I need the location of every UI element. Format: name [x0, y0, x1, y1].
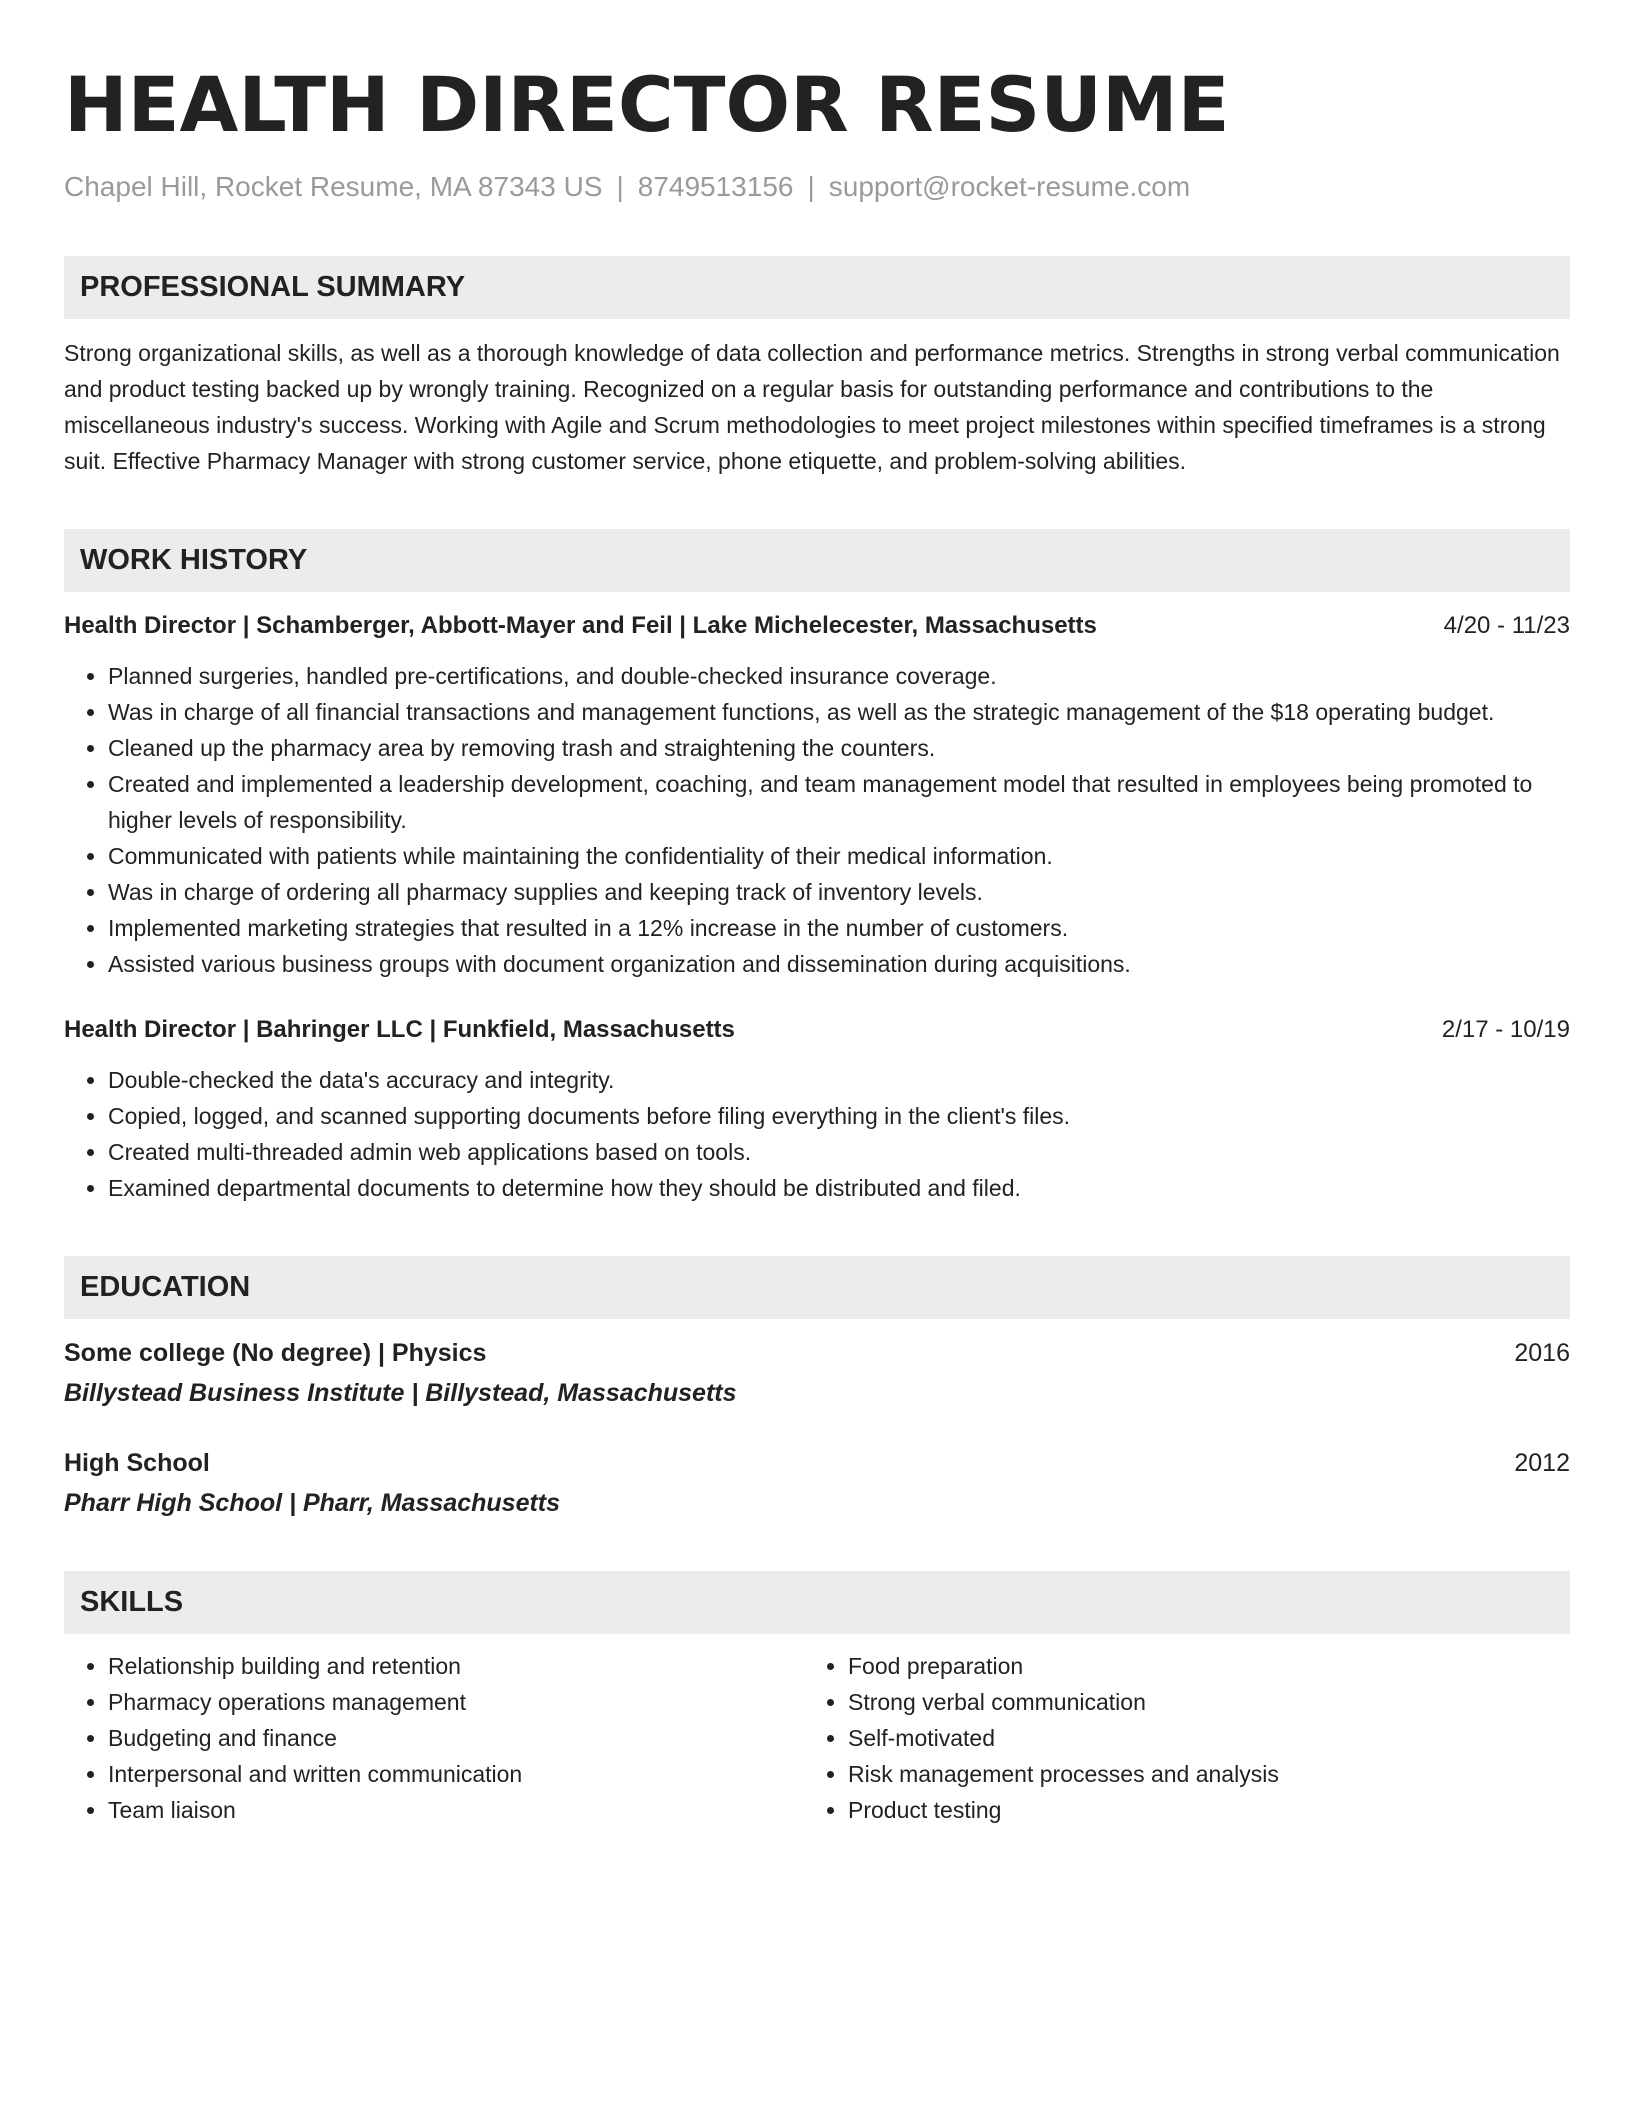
education-school: Pharr High School | Pharr, Massachusetts — [64, 1489, 561, 1517]
job-bullet: • Examined departmental documents to determine how they should be distributed and filed. — [108, 1170, 1570, 1206]
job-title: Health Director | Schamberger, Abbott-Mayer and Feil | Lake Michelecester, Massachusetts — [64, 612, 1097, 639]
job-bullets — [64, 658, 1570, 982]
job-bullet: • Double-checked the data's accuracy and integrity. — [108, 1062, 1570, 1098]
education-entry — [64, 1445, 1570, 1521]
job-bullet: • Communicated with patients while maintaining the confidentiality of their medical information. — [108, 838, 1570, 874]
contact-separator: | — [616, 171, 624, 202]
job-bullet: • Created multi-threaded admin web applications based on tools. — [108, 1134, 1570, 1170]
job-entry — [64, 1012, 1570, 1206]
job-bullets — [64, 1062, 1570, 1206]
section-header-summary: PROFESSIONAL SUMMARY — [64, 256, 1570, 319]
job-title: Health Director | Bahringer LLC | Funkfield, Massachusetts — [64, 1016, 735, 1043]
contact-address: Chapel Hill, Rocket Resume, MA 87343 US — [64, 171, 603, 202]
summary-text: Strong organizational skills, as well as a thorough knowledge of data collection and performance metrics. Strengths in strong verbal communication and product testing backed up by wrongly training. Recognized on a regular basis for outstanding performance and contributions to the miscellaneous industry's success. Working with Agile and Scrum methodologies to meet project milestones within specified timeframes is a strong suit. Effective Pharmacy Manager with strong customer service, phone etiquette, and problem-solving abilities. — [64, 340, 1560, 474]
job-bullet: • Copied, logged, and scanned supporting documents before filing everything in the client's files. — [108, 1098, 1570, 1134]
education-school: Billystead Business Institute | Billystead, Massachusetts — [64, 1379, 737, 1407]
skill-item: • Risk management processes and analysis — [848, 1756, 1544, 1792]
skill-item: • Food preparation — [848, 1648, 1544, 1684]
job-bullet: • Cleaned up the pharmacy area by removing trash and straightening the counters. — [108, 730, 1570, 766]
job-bullet: • Was in charge of ordering all pharmacy supplies and keeping track of inventory levels. — [108, 874, 1570, 910]
skills-list-right — [804, 1648, 1544, 1828]
job-header — [64, 1012, 1570, 1048]
skill-item: • Interpersonal and written communication — [108, 1756, 804, 1792]
contact-separator: | — [807, 171, 815, 202]
skill-item: • Relationship building and retention — [108, 1648, 804, 1684]
skill-item: • Pharmacy operations management — [108, 1684, 804, 1720]
skill-item: • Strong verbal communication — [848, 1684, 1544, 1720]
skills-list-left — [64, 1648, 804, 1828]
education-year: 2016 — [1514, 1339, 1570, 1367]
section-header-work-history: WORK HISTORY — [64, 529, 1570, 592]
job-bullet: • Implemented marketing strategies that resulted in a 12% increase in the number of customers. — [108, 910, 1570, 946]
skills-columns — [64, 1648, 1570, 1828]
section-header-education: EDUCATION — [64, 1256, 1570, 1319]
resume-title: HEALTH DIRECTOR RESUME — [64, 60, 1230, 149]
contact-email: support@rocket-resume.com — [828, 171, 1191, 202]
education-header — [64, 1335, 1570, 1371]
job-dates: 2/17 - 10/19 — [1441, 1016, 1570, 1043]
section-header-skills: SKILLS — [64, 1571, 1570, 1634]
job-bullet: • Assisted various business groups with document organization and dissemination during acquisitions. — [108, 946, 1570, 982]
job-bullet: • Created and implemented a leadership development, coaching, and team management model that resulted in employees being promoted to higher levels of responsibility. — [108, 766, 1570, 838]
education-entry — [64, 1335, 1570, 1411]
skill-item: • Self-motivated — [848, 1720, 1544, 1756]
education-header — [64, 1445, 1570, 1481]
education-degree: High School — [64, 1449, 210, 1477]
job-entry — [64, 608, 1570, 982]
job-header — [64, 608, 1570, 644]
job-dates: 4/20 - 11/23 — [1443, 612, 1570, 639]
education-year: 2012 — [1514, 1449, 1570, 1477]
job-bullet: • Was in charge of all financial transactions and management functions, as well as the strategic management of the $18 operating budget. — [108, 694, 1570, 730]
contact-phone: 8749513156 — [637, 171, 794, 202]
skill-item: • Team liaison — [108, 1792, 804, 1828]
education-degree: Some college (No degree) | Physics — [64, 1339, 487, 1367]
skill-item: • Product testing — [848, 1792, 1544, 1828]
job-bullet: • Planned surgeries, handled pre-certifications, and double-checked insurance coverage. — [108, 658, 1570, 694]
contact-line — [64, 170, 1570, 204]
skill-item: • Budgeting and finance — [108, 1720, 804, 1756]
